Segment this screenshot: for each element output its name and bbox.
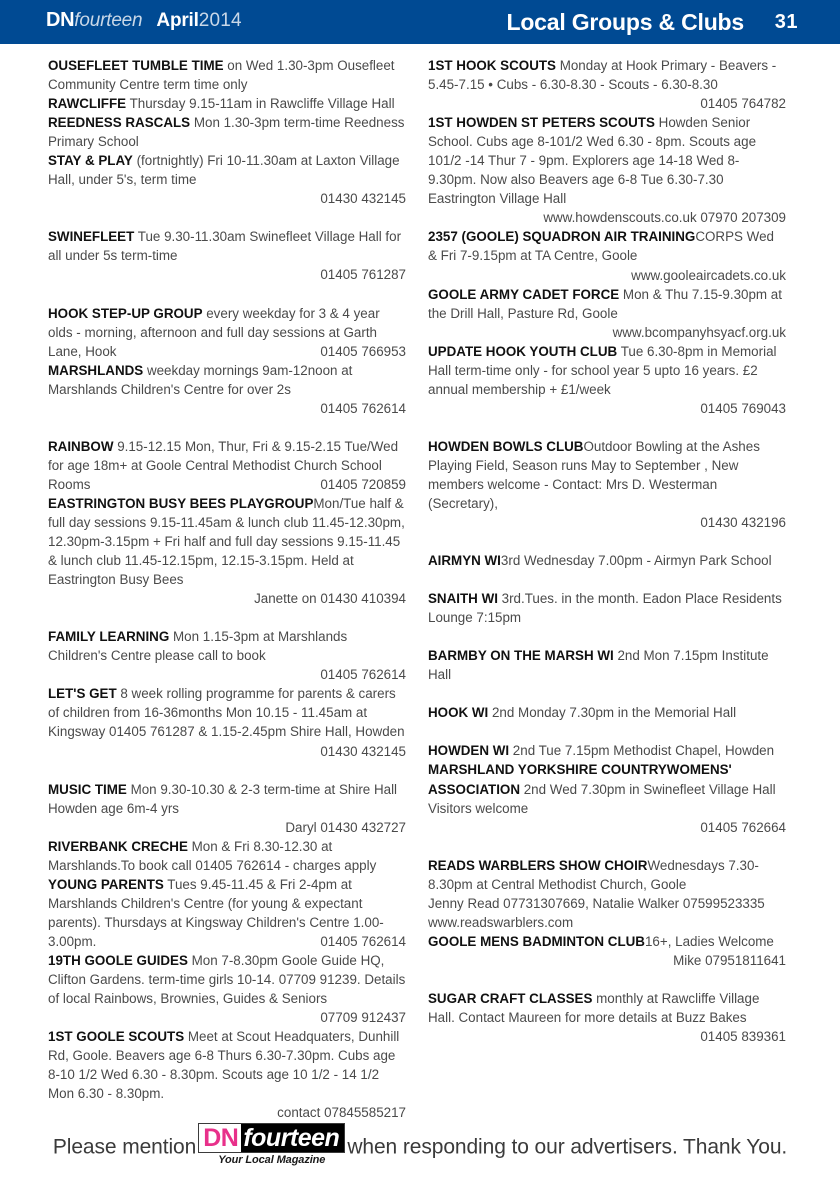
listing-entry [428,703,786,722]
listing-entry-paragraph [48,227,406,265]
listing-entry [48,494,406,608]
listing-entry-paragraph [48,627,406,665]
listing-entry-body: 2nd Mon 7.15pm Institute Hall [428,648,769,683]
listing-entry-contact: 01405 769043 [700,400,786,416]
listing-entry-title: GOOLE ARMY CADET FORCE [428,286,620,302]
listing-entry-contact: 01405 766953 [320,343,406,359]
listing-entry-body: Jenny Read 07731307669, Natalie Walker 07599523335 www.readswarblers.com [428,895,765,930]
listing-entry [48,837,406,875]
masthead [46,10,242,30]
listing-entry [48,361,406,418]
masthead-dn-text: DN [46,9,75,31]
listing-entry-title: BARMBY ON THE MARSH WI [428,648,614,664]
listing-entry [48,151,406,208]
listing-entry-contact: 01430 432145 [320,743,406,759]
listing-entry-title: RIVERBANK CRECHE [48,838,188,854]
listing-entry-body: 9.15-12.15 Mon, Thur, Fri & 9.15-2.15 Tue/Wed for age 18m+ at Goole Central Methodist Church School Rooms [48,438,399,492]
masthead-year: 2014 [198,10,242,31]
listing-entry-title: GOOLE MENS BADMINTON CLUB [428,933,645,949]
listing-entry-paragraph [428,113,786,208]
listing-entry-title: 2357 (GOOLE) SQUADRON AIR TRAINING [428,229,696,245]
listing-entry-title: HOOK STEP-UP GROUP [48,305,203,321]
masthead-month: April [156,10,199,31]
listing-entry-title: 1ST HOOK SCOUTS [428,58,556,73]
logo-dn-text: DN [199,1124,241,1152]
listing-entry-paragraph [48,304,406,361]
listing-entry [48,684,406,760]
listing-entry-contact: contact 07845585217 [277,1105,406,1121]
listing-entry-body: 3rd.Tues. in the month. Eadon Place Residents Lounge 7:15pm [428,591,782,626]
listing-entry-contact: 07709 912437 [320,1010,406,1026]
listing-entry [428,551,786,570]
listing-entry [48,227,406,284]
listing-entry-title: HOWDEN WI [428,743,510,759]
listing-entry-title: MUSIC TIME [48,781,127,797]
listing-entry [48,304,406,361]
listing-entry [428,932,786,970]
listing-entry-paragraph [428,856,786,932]
listing-entry-body: on Wed 1.30-3pm Ousefleet Community Centre term time only [48,58,395,93]
listing-entry [48,951,406,1027]
listing-entry-paragraph [428,741,786,760]
listing-entry-paragraph [48,361,406,399]
listing-entry-body: 2nd Wed 7.30pm in Swinefleet Village Hall Visitors welcome [428,781,776,816]
listing-entry-paragraph [48,780,406,818]
listing-entry-title: SWINEFLEET [48,229,135,245]
footer-inner [53,1126,787,1169]
listing-entry-body: Tues 9.45-11.45 & Fri 2-4pm at Marshlands Children's Centre (for young & expectant parents). Thursdays at Kingsway Children's Centre 1.00-3.00pm. [48,876,384,949]
spacer [428,837,786,856]
listing-entry-body: Mon 1.15-3pm at Marshlands Children's Centre please call to book [48,629,348,664]
listing-entry-body: Thursday 9.15-11am in Rawcliffe Village Hall [126,96,395,112]
listing-entry [428,856,786,932]
listing-entry-contact: www.bcompanyhsyacf.org.uk [612,324,786,340]
listing-entry-body: every weekday for 3 & 4 year olds - morning, afternoon and full day sessions at Garth Lane, Hook [48,305,380,359]
dnfourteen-logo [198,1123,345,1166]
listing-entry-contact: 01405 764782 [700,96,786,112]
listing-entry [428,989,786,1046]
masthead-fourteen-text: fourteen [74,10,143,31]
listing-entry-paragraph [48,94,406,113]
listing-entry-title: OUSEFLEET TUMBLE TIME [48,58,224,73]
listing-entry [48,1027,406,1122]
spacer [428,418,786,437]
listing-entry [428,342,786,418]
logo-fourteen-text: fourteen [241,1124,344,1152]
listing-entry-paragraph [48,494,406,589]
listing-entry-title: UPDATE HOOK YOUTH CLUB [428,343,618,359]
listing-entry-title: EASTRINGTON BUSY BEES PLAYGROUP [48,495,314,511]
listing-entry-paragraph [428,227,786,265]
listing-entry-title: STAY & PLAY [48,153,133,169]
listing-entry [428,589,786,627]
listing-entry-contact: www.howdenscouts.co.uk 07970 207309 [543,210,786,226]
listing-entry [428,285,786,342]
listing-entry-contact: 01405 839361 [700,1029,786,1045]
listing-entry-title: 1ST HOWDEN ST PETERS SCOUTS [428,115,655,131]
listing-entry-paragraph [428,989,786,1027]
listing-entry-paragraph [428,342,786,399]
listing-entry-contact: 01430 432145 [320,191,406,207]
listing-entry-title: MARSHLAND YORKSHIRE COUNTRYWOMENS' ASSOCIATION [428,762,732,797]
listing-entry-body: 16+, Ladies Welcome [644,933,774,949]
listing-entry-title: HOWDEN BOWLS CLUB [428,438,584,454]
listing-entry-body: Outdoor Bowling at the Ashes Playing Field, Season runs May to September , New members welcome - Contact: Mrs D. Westerman (Secretary), [428,438,760,512]
listing-entry-paragraph [48,875,406,951]
listing-entry-body: Howden Senior School. Cubs age 8-101/2 Wed 6.30 - 8pm. Scouts age 101/2 -14 Thur 7 - 9pm. Explorers age 14-18 Wed 8-9.30pm. Now also Beavers age 6-8 Tue 6.30-7.30 Eastrington Village Hall [428,115,757,207]
listing-entry-title: SNAITH WI [428,591,498,607]
spacer [48,208,406,227]
listing-entry-body: Tue 6.30-8pm in Memorial Hall term-time only - for school year 5 upto 16 years. £2 annual membership + £1/week [428,343,777,397]
listing-entry-contact: Janette on 01430 410394 [254,591,406,607]
spacer [48,418,406,437]
listing-entry [428,741,786,760]
listing-entry-contact: 01405 762614 [320,667,406,683]
listing-entry-title: SUGAR CRAFT CLASSES [428,990,593,1006]
listing-entry-title: YOUNG PARENTS [48,876,164,892]
listing-entry [48,113,406,151]
listing-entry-paragraph [48,151,406,189]
listing-entry [428,760,786,836]
listing-entry-body: Mon & Thu 7.15-9.30pm at the Drill Hall, Pasture Rd, Goole [428,286,782,321]
spacer [428,684,786,703]
spacer [428,627,786,646]
listing-entry-body: Mon 9.30-10.30 & 2-3 term-time at Shire Hall Howden age 6m-4 yrs [48,781,398,816]
listing-entry-paragraph [48,1027,406,1103]
listing-entry-body: Monday at Hook Primary - Beavers - 5.45-7.15 • Cubs - 6.30-8.30 - Scouts - 6.30-8.30 [428,58,777,93]
listing-entry-paragraph [48,951,406,1026]
listing-entry-body: Wednesdays 7.30-8.30pm at Central Methodist Church, Goole [428,857,759,892]
listing-entry [48,56,406,94]
listing-entry-body: monthly at Rawcliffe Village Hall. Contact Maureen for more details at Buzz Bakes [428,990,760,1025]
listing-entry-paragraph [48,437,406,494]
listing-entry-paragraph [428,285,786,323]
logo-wordmark-row [198,1123,345,1153]
listing-entry-body: Mon & Fri 8.30-12.30 at Marshlands.To book call 01405 762614 - charges apply [48,838,377,873]
listing-entry-body: 8 week rolling programme for parents & carers of children from 16-36months Mon 10.15 - 11.45am at Kingsway 01405 761287 & 1.15-2.45pm Shire Hall, Howden [48,686,405,740]
spacer [48,761,406,780]
listing-entry-title: REEDNESS RASCALS [48,115,191,131]
listing-entry [48,875,406,951]
listing-entry-title: FAMILY LEARNING [48,629,170,645]
listing-entry-contact: 01405 762614 [320,933,406,949]
listing-entry-paragraph [428,646,786,684]
listing-entry [428,646,786,684]
listing-entry-body: Mon 7-8.30pm Goole Guide HQ, Clifton Gardens. term-time girls 10-14. 07709 91239. Details of local Rainbows, Brownies, Guides & Seniors [48,952,406,1007]
listing-entry-contact: 01405 761287 [320,267,406,283]
listing-entry-body: 2nd Tue 7.15pm Methodist Chapel, Howden [509,743,775,759]
listing-entry-title: RAINBOW [48,438,114,454]
listing-entry [48,94,406,113]
spacer [428,970,786,989]
listing-entry [48,437,406,494]
left-column [48,56,406,1122]
listing-entry-contact: 01405 762614 [320,400,406,416]
listing-entry-contact: 01430 432196 [700,515,786,531]
listing-entry-title: RAWCLIFFE [48,96,127,112]
spacer [48,608,406,627]
listing-entry-paragraph [48,113,406,151]
header-divider-rule [0,44,840,47]
listing-entry-contact: 01405 720859 [320,476,406,492]
listing-entry-body: 3rd Wednesday 7.00pm - Airmyn Park School [500,553,772,569]
listing-entry-title: AIRMYN WI [428,553,501,569]
listing-entry-paragraph [428,437,786,513]
listing-entry-contact: 01405 762664 [700,819,786,835]
listing-entry [428,227,786,284]
listing-entry-title: 1ST GOOLE SCOUTS [48,1029,185,1045]
listing-entry-body: Mon 1.30-3pm term-time Reedness Primary School [48,115,405,150]
listing-entry-body: Meet at Scout Headquaters, Dunhill Rd, Goole. Beavers age 6-8 Thurs 6.30-7.30pm. Cubs age 8-10 1/2 Wed 6.30 - 8.30pm. Scouts age 10 1/2 - 14 1/2 Mon 6.30 - 8.30pm. [48,1029,400,1102]
listing-entry-paragraph [48,684,406,759]
spacer [428,570,786,589]
spacer [48,285,406,304]
right-column [428,56,786,1046]
listing-entry-body: weekday mornings 9am-12noon at Marshlands Children's Centre for over 2s [48,362,353,397]
listing-entry [48,627,406,684]
listing-entry-title: 19TH GOOLE GUIDES [48,952,188,968]
listing-entry [428,113,786,227]
listing-entry-body: 2nd Monday 7.30pm in the Memorial Hall [488,705,737,721]
listing-entry-paragraph [48,56,406,94]
listing-entry-title: LET'S GET [48,686,117,702]
listing-entry-title: READS WARBLERS SHOW CHOIR [428,857,648,873]
listing-entry-paragraph [428,760,786,817]
listing-entry-paragraph [428,56,786,112]
page-number: 31 [774,11,798,33]
listing-entry-title: MARSHLANDS [48,362,144,378]
page-footer [0,1126,840,1169]
footer-text-after: when responding to our advertisers. Thank You. [347,1135,788,1159]
listing-entry [48,780,406,837]
listing-entry-paragraph [428,589,786,627]
listing-entry-contact: www.gooleaircadets.co.uk [631,267,786,283]
listing-entry [428,56,786,113]
listing-entry-paragraph [48,837,406,875]
listing-entry-body: CORPS Wed & Fri 7-9.15pm at TA Centre, Goole [428,229,774,264]
listing-entry-contact: Daryl 01430 432727 [285,819,406,835]
listing-entry [428,437,786,532]
spacer [428,722,786,741]
listing-entry-body: Tue 9.30-11.30am Swinefleet Village Hall for all under 5s term-time [48,229,402,264]
spacer [428,532,786,551]
listing-entry-paragraph [428,932,786,951]
listing-entry-contact: Mike 07951811641 [673,952,786,968]
listing-entry-body: (fortnightly) Fri 10-11.30am at Laxton Village Hall, under 5's, term time [48,153,400,188]
logo-tagline: Your Local Magazine [218,1154,326,1166]
listing-entry-title: HOOK WI [428,705,489,721]
listing-entry-paragraph [428,551,786,570]
page-title: Local Groups & Clubs [506,9,744,35]
listing-entry-paragraph [428,703,786,722]
footer-text-before: Please mention [52,1135,197,1159]
listing-entry-body: Mon/Tue half & full day sessions 9.15-11.45am & lunch club 11.45-12.30pm, 12.30pm-3.15pm + Fri half and full day sessions 9.15-11.45 & lunch club 11.45-12.15pm, 12.15-3.15pm. Held at Eastrington Busy Bees [48,495,405,588]
